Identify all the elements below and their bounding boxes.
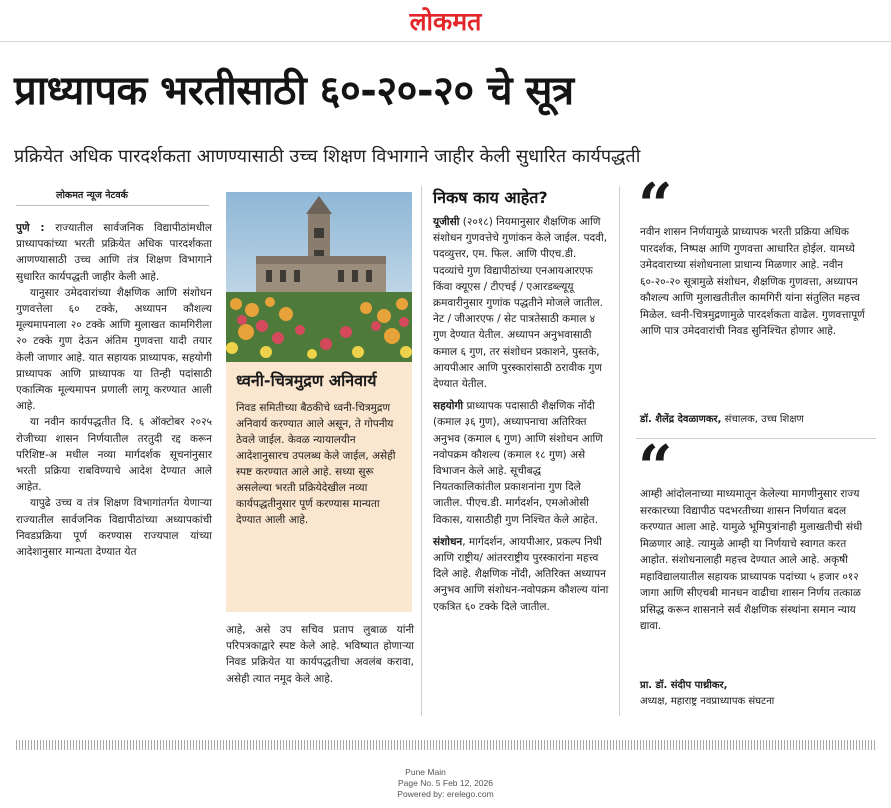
- paragraph-text: , मार्गदर्शन, आयपीआर, प्रकल्प निधी आणि राष्ट्रीय/ आंतरराष्ट्रीय पुरस्कारांना महत्त्व दिले आहे. शैक्षणिक नोंदी, अतिरिक्त अध्यापन अनुभव आणि संशोधन-नवोपक्रम कौशल्य यांना एकत्रित ६० टक्के दिले जातील.: [433, 535, 609, 613]
- paragraph-text: राज्यातील सार्वजनिक विद्यापीठांमधील प्राध्यापकांच्या भरती प्रक्रियेत अधिक पारदर्शकता आणण्यासाठी उच्च आणि तंत्र शिक्षण विभागाने सुधारित कार्यपद्धती जाहीर केली आहे.: [16, 222, 212, 283]
- author-name: डॉ. शैलेंद्र देवळाणकर,: [640, 414, 722, 425]
- page-footer: [0, 767, 891, 800]
- audio-video-recording-box: [226, 362, 412, 612]
- lead-word: संशोधन: [433, 535, 463, 548]
- article-paragraph: या नवीन कार्यपद्धतीत दि. ६ ऑक्टोबर २०२५ रोजीच्या शासन निर्णयातील तरतुदी रद्द करून परिशिष्ट-अ मधील नव्या मार्गदर्शक सूचनांनुसार भरती प्रक्रिया राबविण्याचे आदेश देण्यात आले आहेत.: [16, 416, 212, 494]
- box-body: निवड समितीच्या बैठकीचे ध्वनी-चित्रमुद्रण अनिवार्य करण्यात आले असून, ते गोपनीय ठेवले जाईल. केवळ न्यायालयीन आदेशानुसारच उपलब्ध केले जाईल, असेही स्पष्ट करण्यात आले आहे. सध्या सुरू असलेल्या भरती प्रक्रियेदेखील नव्या कार्यपद्धतीनुसार पूर्ण करण्यास मान्यता देण्यात आली आहे.: [236, 402, 396, 526]
- quote-1-text: नवीन शासन निर्णयामुळे प्राध्यापक भरती प्रक्रिया अधिक पारदर्शक, निष्पक्ष आणि गुणवत्ता आधारित होईल. यामध्ये उमेदवाराच्या संशोधनाला प्राधान्य मिळणार आहे. नवीन ६०-२०-२० सूत्रामुळे संशोधन, शैक्षणिक गुणवत्ता, अध्यापन कौशल्य आणि मुलाखतीतील कामगिरी यांना संतुलित महत्त्व मिळेल. ध्वनी-चित्रमुद्रणामुळे पारदर्शकता वाढेल. गुणवत्तापूर्ण आणि पात्र उमेदवारांची निवड सुनिश्चित होणार आहे.: [640, 226, 865, 337]
- page-bottom-rule: [16, 740, 876, 750]
- page-number-date: Page No. 5 Feb 12, 2026: [398, 778, 493, 788]
- powered-by: Powered by: erelego.com: [397, 789, 494, 799]
- criteria-paragraph: [433, 534, 609, 615]
- article-paragraph: यानुसार उमेदवारांच्या शैक्षणिक आणि संशोधन गुणवत्तेला ६० टक्के, अध्यापन कौशल्य मूल्यमापनाला २० टक्के आणि मुलाखत कामगिरीला २० टक्के गुण देऊन अंतिम गुणवत्ता यादी तयार केली जाणार आहे. यात सहायक प्राध्यापक, सहयोगी प्राध्यापक आणि प्राध्यापक या तिन्ही पदांसाठी एकात्मिक मूल्यमापन प्रणाली लागू करण्यात आली आहे.: [16, 286, 212, 413]
- article-column-2-continued: आहे, असे उप सचिव प्रताप लुबाळ यांनी परिपत्रकाद्वारे स्पष्ट केले आहे. भविष्यात होणाऱ्या निवड प्रक्रियेत या कार्यपद्धतीचा अवलंब करावा, असेही त्यात नमूद केले आहे.: [226, 624, 414, 685]
- article-column-1: [16, 220, 212, 560]
- quote-1-author: [640, 412, 880, 428]
- masthead: [0, 0, 891, 42]
- subheadline: प्रक्रियेत अधिक पारदर्शकता आणण्यासाठी उच्च शिक्षण विभागाने जाहीर केली सुधारित कार्यपद्धती: [14, 146, 641, 167]
- author-title: अध्यक्ष, महाराष्ट्र नवप्राध्यापक संघटना: [640, 696, 775, 707]
- column-divider: [421, 186, 422, 716]
- box-title: ध्वनी-चित्रमुद्रण अनिवार्य: [236, 371, 377, 390]
- edition-name: Pune Main: [405, 767, 446, 777]
- author-name: प्रा. डॉ. संदीप पाथ्रीकर,: [640, 680, 728, 691]
- paragraph-text: (२०१८) नियमानुसार शैक्षणिक आणि संशोधन गुणवत्तेचे गुणांकन केले जाईल. पदवी, पदव्युत्तर, एम. फिल. आणि पीएच.डी. पदव्यांचे गुण विद्यापीठांच्या एनआयआरएफ किंवा क्यूएस / टीएचई / एआरडब्ल्यूयू क्रमवारीनुसार गुणांक पद्धतीने मोजले जातील. नेट / जीआरएफ / सेट पात्रतेसाठी कमाल ४ गुण देण्यात येतील. अध्यापन अनुभवासाठी कमाल ६ गुण, तर संशोधन प्रकाशने, पुस्तके, आयपीआर आणि पुरस्कारांसाठी ठरावीक गुण देण्यात येतील.: [433, 216, 608, 391]
- lokmat-logo: लोकमत: [409, 7, 482, 36]
- quote-mark-icon: “: [638, 171, 673, 241]
- university-building-photo: [226, 192, 412, 362]
- criteria-column: [433, 214, 609, 621]
- quote-2-text: आम्ही आंदोलनाच्या माध्यमातून केलेल्या मागणीनुसार राज्य सरकारच्या विद्यापीठ पदभरतीच्या शासन निर्णयात बदल करण्यात आला आहे. यामुळे भूमिपुत्रांनाही मुलाखतीची संधी मिळणार आहे. त्यामुळे आम्ही या निर्णयाचे स्वागत करत आहोत. संशोधनालाही महत्त्व देण्यात आले आहे. अकृषी महाविद्यालयातील सहायक प्राध्यापक पदांच्या ५ हजार ०१२ जागा आणि सीएचबी मानधन वाढीचा शासन निर्णय तत्काळ प्रसिद्ध करून शासनाने सर्व शैक्षणिक संस्थांना समान न्याय द्यावा.: [640, 488, 863, 632]
- author-title: संचालक, उच्च शिक्षण: [721, 414, 804, 425]
- article-paragraph: यापुढे उच्च व तंत्र शिक्षण विभागांतर्गत येणाऱ्या राज्यातील सार्वजनिक विद्यापीठांच्या अध्यापकांची निवडप्रक्रिया पूर्ण करण्यास राज्यपाल यांच्या आदेशानुसार मान्यता देण्यात येत: [16, 497, 212, 559]
- headline: प्राध्यापक भरतीसाठी ६०-२०-२० चे सूत्र: [14, 68, 574, 114]
- quote-mark-icon: “: [638, 433, 673, 503]
- building-image: [226, 192, 412, 362]
- lead-word: सहयोगी: [433, 400, 464, 413]
- byline: लोकमत न्यूज नेटवर्क: [56, 190, 128, 201]
- criteria-title: निकष काय आहेत?: [433, 188, 548, 207]
- lead-word: यूजीसी: [433, 216, 460, 228]
- criteria-paragraph: [433, 214, 609, 392]
- dateline-location: पुणे :: [16, 222, 45, 234]
- article-paragraph: [16, 220, 212, 285]
- byline-divider: [16, 205, 209, 206]
- column-divider: [619, 186, 620, 716]
- paragraph-text: प्राध्यापक पदासाठी शैक्षणिक नोंदी (कमाल ३६ गुण), अध्यापनाचा अतिरिक्त अनुभव (कमाल ६ गुण) आणि संशोधन आणि नवोपक्रम कौशल्य (कमाल १८ गुण) असे विभाजन केले आहे. सूचीबद्ध नियतकालिकांतील प्रकाशनांना गुण दिले जातील. पीएच.डी. मार्गदर्शन, एमओओसी विकास, यासाठीही गुण निश्चित केले आहेत.: [433, 400, 603, 526]
- criteria-paragraph: [433, 398, 609, 528]
- quote-2-author: [640, 678, 880, 710]
